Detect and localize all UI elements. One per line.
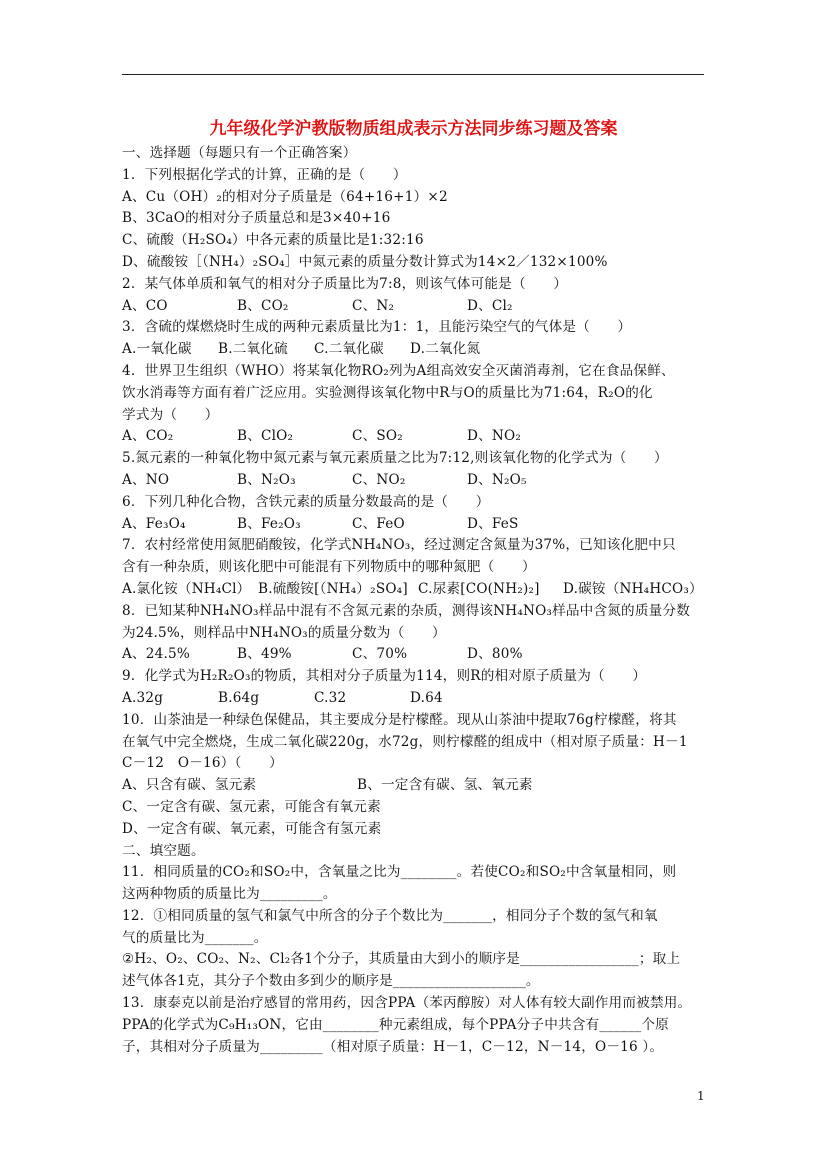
header-rule xyxy=(122,74,704,75)
option-c: C、70% xyxy=(352,646,408,663)
question-10-option-c: C、一定含有碳、氢元素，可能含有氧元素 xyxy=(122,798,381,815)
question-1-stem: 1．下列根据化学式的计算，正确的是（ ） xyxy=(122,166,407,183)
option-d: D、80% xyxy=(467,646,523,663)
question-12-line-3: ②H₂、O₂、CO₂、N₂、Cl₂各1个分子，其质量由大到小的顺序是_________________；取上 xyxy=(122,951,681,968)
question-8-line-1: 8．已知某种NH₄NO₃样品中混有不含氮元素的杂质，测得该NH₄NO₃样品中含氮的质量分数 xyxy=(122,602,691,619)
question-8-line-2: 为24.5%，则样品中NH₄NO₃的质量分数为（ ） xyxy=(122,624,446,641)
option-b: B、49% xyxy=(237,646,292,663)
question-13-line-2: PPA的化学式为C₉H₁₃ON，它由________种元素组成，每个PPA分子中共含有______个原 xyxy=(122,1016,669,1033)
question-11-line-1: 11．相同质量的CO₂和SO₂中，含氧量之比为________。若使CO₂和SO₂中含氧量相同，则 xyxy=(122,864,677,881)
question-5-stem: 5.氮元素的一种氧化物中氮元素与氧元素质量之比为7:12,则该氧化物的化学式为（ ） xyxy=(122,450,668,467)
option-c: C、NO₂ xyxy=(352,471,406,488)
question-1-option-a: A、Cu（OH）₂的相对分子质量是（64+16+1）×2 xyxy=(122,188,448,205)
section-heading-choice: 一、选择题（每题只有一个正确答案） xyxy=(122,145,357,161)
question-4-line-1: 4．世界卫生组织（WHO）将某氧化物RO₂列为A组高效安全灭菌消毒剂，它在食品保鲜、 xyxy=(122,362,675,379)
question-1-option-c: C、硫酸（H₂SO₄）中各元素的质量比是1:32:16 xyxy=(122,232,424,249)
option-a: A.32g xyxy=(122,689,164,706)
question-4-options xyxy=(122,426,707,448)
option-a: A、Fe₃O₄ xyxy=(122,515,186,532)
question-2-stem: 2．某气体单质和氧气的相对分子质量比为7:8，则该气体可能是（ ） xyxy=(122,275,568,292)
page-number: 1 xyxy=(697,1089,705,1103)
option-c: C.二氧化碳 xyxy=(314,341,384,358)
option-a: A.一氧化碳 xyxy=(122,341,192,358)
question-1-option-d: D、硫酸铵［（NH₄）₂SO₄］中氮元素的质量分数计算式为14×2／132×100% xyxy=(122,253,608,270)
question-10-line-3: C－12 O－16）（ ） xyxy=(122,755,283,772)
question-5-options xyxy=(122,470,707,492)
question-13-line-1: 13．康泰克以前是治疗感冒的常用药，因含PPA（苯丙醇胺）对人体有较大副作用而被禁用。 xyxy=(122,995,692,1012)
option-b: B、Fe₂O₃ xyxy=(237,515,301,532)
option-b: B、ClO₂ xyxy=(237,428,294,445)
question-4-line-3: 学式为（ ） xyxy=(122,406,219,423)
option-c: C、SO₂ xyxy=(352,428,403,445)
option-d: D、FeS xyxy=(467,515,519,532)
question-7-options xyxy=(122,579,707,601)
option-d: D.碳铵（NH₄HCO₃） xyxy=(563,580,703,597)
question-9-options xyxy=(122,688,707,710)
section-heading-fill: 二、填空题。 xyxy=(122,842,205,859)
question-9-stem: 9．化学式为H₂R₂O₃的物质，其相对分子质量为114，则R的相对原子质量为（ ） xyxy=(122,668,647,685)
question-1-option-b: B、3CaO的相对分子质量总和是3×40+16 xyxy=(122,210,391,227)
option-b: B.二氧化硫 xyxy=(218,341,288,358)
option-d: D、NO₂ xyxy=(467,428,521,445)
option-c: C.尿素[CO(NH₂)₂] xyxy=(418,580,540,597)
option-d: D.64 xyxy=(410,689,443,706)
question-7-line-2: 含有一种杂质，则该化肥中可能混有下列物质中的哪种氮肥（ ） xyxy=(122,559,536,576)
question-12-line-4: 述气体各1克，其分子个数由多到少的顺序是___________________。 xyxy=(122,973,540,990)
option-c: C、FeO xyxy=(352,515,405,532)
option-a: A.氯化铵（NH₄Cl） xyxy=(122,580,251,597)
question-6-options xyxy=(122,514,707,536)
question-10-line-2: 在氧气中完全燃烧，生成二氧化碳220g，水72g，则柠檬醛的组成中（相对原子质量：H－1 xyxy=(122,733,688,750)
option-b: B、一定含有碳、氢、氧元素 xyxy=(357,777,533,794)
option-d: D、N₂O₅ xyxy=(467,471,527,488)
option-a: A、CO xyxy=(122,297,168,314)
question-10-options-ab xyxy=(122,775,707,797)
option-c: C、N₂ xyxy=(352,297,395,314)
option-b: B.硫酸铵[（NH₄）₂SO₄] xyxy=(258,580,408,597)
page-title: 九年级化学沪教版物质组成表示方法同步练习题及答案 xyxy=(209,119,618,139)
question-6-stem: 6．下列几种化合物，含铁元素的质量分数最高的是（ ） xyxy=(122,493,490,510)
question-8-options xyxy=(122,644,707,666)
option-a: A、NO xyxy=(122,471,170,488)
question-10-line-1: 10．山茶油是一种绿色保健品，其主要成分是柠檬醛。现从山茶油中提取76g柠檬醛，将其 xyxy=(122,711,677,728)
question-13-line-3: 子，其相对分子质量为_________（相对原子质量：H－1，C－12，N－14，O－16 ）。 xyxy=(122,1038,664,1055)
option-b: B.64g xyxy=(218,689,260,706)
option-a: A、只含有碳、氢元素 xyxy=(122,777,257,794)
option-b: B、CO₂ xyxy=(237,297,289,314)
question-7-line-1: 7．农村经常使用氮肥硝酸铵，化学式NH₄NO₃，经过测定含氮量为37%，已知该化肥中只 xyxy=(122,537,676,554)
question-12-line-2: 气的质量比为_______。 xyxy=(122,929,268,946)
option-d: D.二氧化氮 xyxy=(410,341,481,358)
question-12-line-1: 12．①相同质量的氢气和氯气中所含的分子个数比为_______，相同分子个数的氢气和氧 xyxy=(122,907,658,924)
option-a: A、CO₂ xyxy=(122,428,174,445)
option-a: A、24.5% xyxy=(122,646,190,663)
option-d: D、Cl₂ xyxy=(467,297,513,314)
question-4-line-2: 饮水消毒等方面有着广泛应用。实验测得该氧化物中R与O的质量比为71:64，R₂O的化 xyxy=(122,384,653,401)
document-body xyxy=(122,143,707,1058)
option-c: C.32 xyxy=(314,689,347,706)
option-b: B、N₂O₃ xyxy=(237,471,296,488)
question-11-line-2: 这两种物质的质量比为_________。 xyxy=(122,886,337,903)
question-3-stem: 3．含硫的煤燃烧时生成的两种元素质量比为1：1，且能污染空气的气体是（ ） xyxy=(122,319,632,336)
question-2-options xyxy=(122,296,707,318)
question-3-options xyxy=(122,339,707,361)
question-10-option-d: D、一定含有碳、氧元素，可能含有氢元素 xyxy=(122,820,382,837)
